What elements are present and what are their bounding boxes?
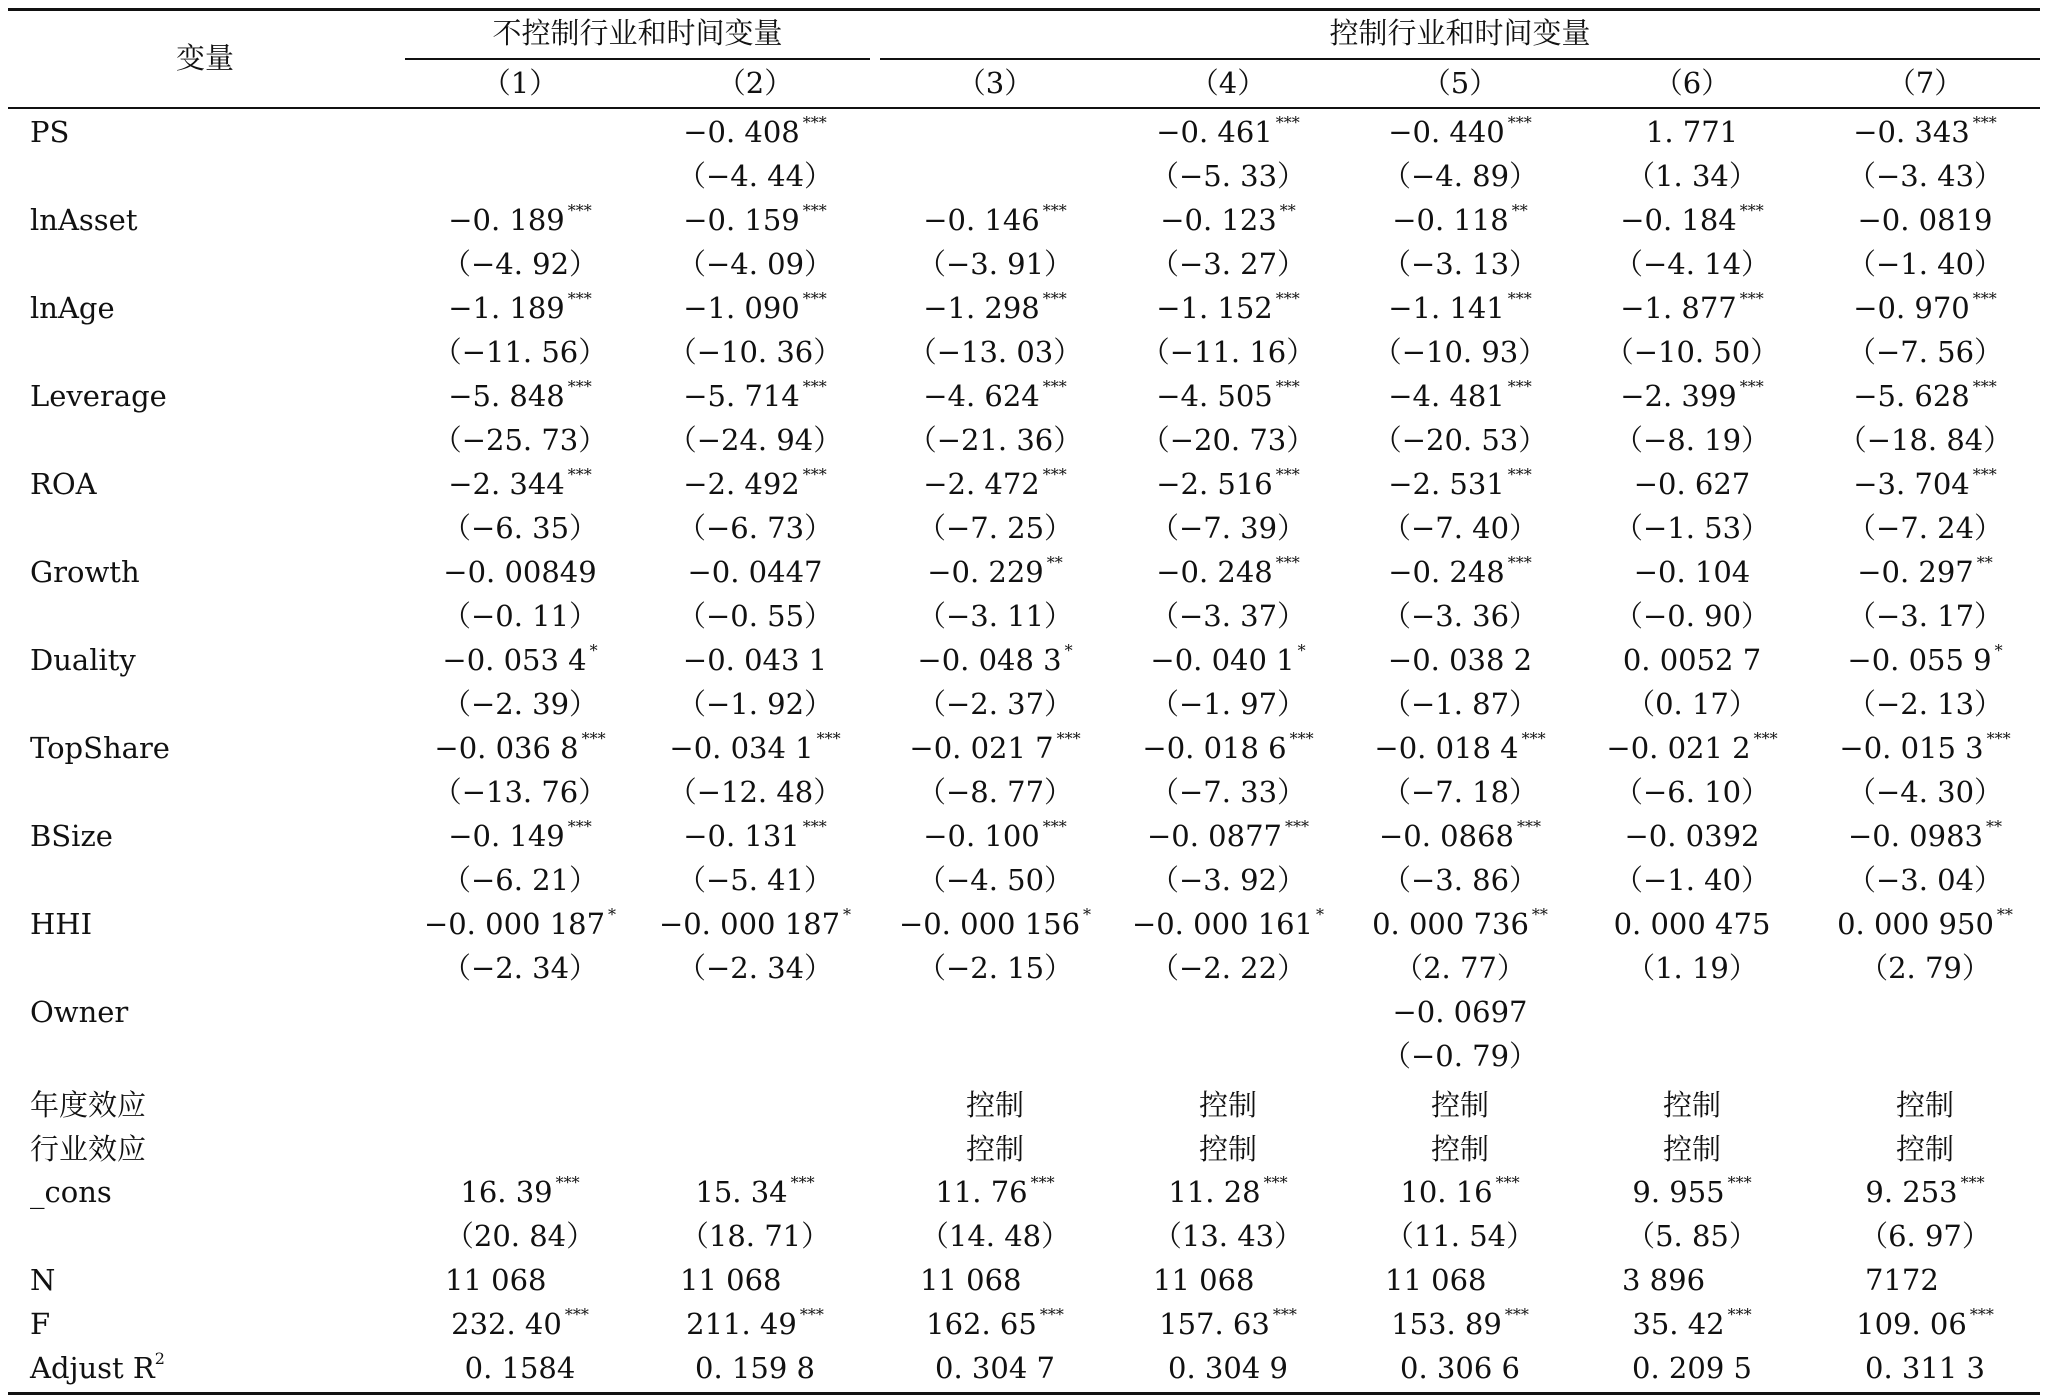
row-label-n: N — [30, 1263, 56, 1297]
significance-stars: *** — [567, 377, 592, 396]
tstat-cell: （−21. 36） — [907, 423, 1083, 457]
coef-cell: −0. 159 *** — [683, 201, 827, 237]
coef-cell: −5. 628 *** — [1853, 377, 1997, 413]
coef-cell: −4. 505 *** — [1156, 377, 1300, 413]
significance-stars: * — [1083, 905, 1092, 924]
effect-cell: 控制 — [1430, 1132, 1489, 1166]
effect-cell: 控制 — [1662, 1088, 1721, 1122]
group1-underline — [405, 58, 870, 60]
tstat-cell: （−4. 89） — [1381, 159, 1539, 193]
n-cell: 7172 — [1865, 1263, 1939, 1297]
coef-cell: 9. 955 *** — [1632, 1173, 1752, 1209]
row-label-lnage: lnAge — [30, 291, 115, 325]
tstat-cell: （−7. 56） — [1846, 335, 2004, 369]
significance-stars: *** — [802, 377, 827, 396]
coef-cell: 11. 28 *** — [1168, 1173, 1288, 1209]
row-label-owner: Owner — [30, 995, 129, 1029]
group2-underline — [880, 58, 2040, 60]
row-label-leverage: Leverage — [30, 379, 167, 413]
coef-cell: −0. 627 — [1633, 467, 1751, 501]
coef-cell: −0. 015 3 *** — [1839, 729, 2011, 765]
coef-cell: −0. 000 161 * — [1131, 905, 1325, 941]
tstat-cell: （−6. 10） — [1613, 775, 1771, 809]
coef-cell: −5. 714 *** — [683, 377, 827, 413]
coef-cell: 15. 34 *** — [695, 1173, 815, 1209]
effect-label: 年度效应 — [30, 1088, 147, 1122]
tstat-cell: （−1. 40） — [1846, 247, 2004, 281]
coef-cell: −4. 624 *** — [923, 377, 1067, 413]
tstat-cell: （−2. 15） — [916, 951, 1074, 985]
coef-cell: −0. 146 *** — [923, 201, 1067, 237]
column-header-3: （3） — [956, 66, 1034, 100]
coef-cell: −3. 704 *** — [1853, 465, 1997, 501]
tstat-cell: （2. 77） — [1394, 951, 1526, 985]
tstat-cell: （−3. 92） — [1149, 863, 1307, 897]
significance-stars: ** — [1996, 905, 2013, 924]
coef-cell: −0. 0447 — [687, 555, 823, 589]
tstat-cell: （−0. 90） — [1613, 599, 1771, 633]
coef-cell: 9. 253 *** — [1865, 1173, 1985, 1209]
tstat-cell: （1. 34） — [1626, 159, 1758, 193]
coef-cell: −0. 248 *** — [1156, 553, 1300, 589]
column-header-6: （6） — [1653, 66, 1731, 100]
coef-cell: 10. 16 *** — [1400, 1173, 1520, 1209]
coef-cell: −0. 036 8 *** — [434, 729, 606, 765]
r2-cell: 0. 306 6 — [1400, 1351, 1520, 1385]
tstat-cell: （20. 84） — [444, 1219, 596, 1253]
effect-cell: 控制 — [1895, 1132, 1954, 1166]
coef-cell: −0. 018 4 *** — [1374, 729, 1546, 765]
coef-cell: −0. 229 ** — [927, 553, 1063, 589]
coef-cell: −0. 123 ** — [1160, 201, 1296, 237]
tstat-cell: （−0. 55） — [676, 599, 834, 633]
row-label-hhi: HHI — [30, 907, 93, 941]
tstat-cell: （11. 54） — [1384, 1219, 1536, 1253]
tstat-cell: （−4. 92） — [441, 247, 599, 281]
column-header-7: （7） — [1886, 66, 1964, 100]
tstat-cell: （−2. 13） — [1846, 687, 2004, 721]
significance-stars: * — [1316, 905, 1325, 924]
r2-cell: 0. 304 9 — [1168, 1351, 1288, 1385]
bottom-rule — [8, 1392, 2040, 1395]
significance-stars: *** — [1507, 289, 1532, 308]
tstat-cell: （−24. 94） — [667, 423, 843, 457]
significance-stars: *** — [1275, 289, 1300, 308]
significance-stars: * — [608, 905, 617, 924]
tstat-cell: （−3. 11） — [916, 599, 1074, 633]
effect-cell: 控制 — [1430, 1088, 1489, 1122]
n-cell: 11 068 — [445, 1263, 547, 1297]
row-label-lnasset: lnAsset — [30, 203, 138, 237]
coef-cell: −0. 184 *** — [1620, 201, 1764, 237]
coef-cell: −1. 090 *** — [683, 289, 827, 325]
significance-stars: *** — [1739, 201, 1764, 220]
significance-stars: *** — [1504, 1305, 1529, 1324]
significance-stars: *** — [1042, 465, 1067, 484]
significance-stars: *** — [567, 289, 592, 308]
significance-stars: *** — [1739, 377, 1764, 396]
significance-stars: *** — [1517, 817, 1541, 836]
tstat-cell: （13. 43） — [1152, 1219, 1304, 1253]
coef-cell: −0. 104 — [1633, 555, 1751, 589]
coef-cell: −0. 0868 *** — [1379, 817, 1541, 853]
tstat-cell: （6. 97） — [1859, 1219, 1991, 1253]
tstat-cell: （−3. 17） — [1846, 599, 2004, 633]
coef-cell: −1. 298 *** — [923, 289, 1067, 325]
coef-cell: −0. 021 7 *** — [909, 729, 1081, 765]
tstat-cell: （−10. 50） — [1604, 335, 1780, 369]
coef-cell: −5. 848 *** — [448, 377, 592, 413]
n-cell: 11 068 — [1385, 1263, 1487, 1297]
column-header-2: （2） — [716, 66, 794, 100]
n-cell: 3 896 — [1622, 1263, 1706, 1297]
tstat-cell: （−7. 24） — [1846, 511, 2004, 545]
significance-stars: * — [1064, 641, 1073, 660]
coef-cell: 0. 000 736 ** — [1372, 905, 1548, 941]
tstat-cell: （−4. 14） — [1613, 247, 1771, 281]
tstat-cell: （−3. 13） — [1381, 247, 1539, 281]
significance-stars: ** — [1279, 201, 1296, 220]
significance-stars: * — [1297, 641, 1306, 660]
coef-cell: −0. 000 156 * — [898, 905, 1092, 941]
tstat-cell: （−7. 39） — [1149, 511, 1307, 545]
coef-cell: 16. 39 *** — [460, 1173, 580, 1209]
coef-cell: −1. 152 *** — [1156, 289, 1300, 325]
coef-cell: −0. 189 *** — [448, 201, 592, 237]
row-label-topshare: TopShare — [30, 731, 170, 765]
significance-stars: *** — [802, 465, 827, 484]
coef-cell: 0. 0052 7 — [1622, 643, 1762, 677]
significance-stars: *** — [1727, 1305, 1752, 1324]
tstat-cell: （18. 71） — [679, 1219, 831, 1253]
tstat-cell: （−20. 53） — [1372, 423, 1548, 457]
coef-cell: −0. 018 6 *** — [1142, 729, 1314, 765]
tstat-cell: （−13. 03） — [907, 335, 1083, 369]
row-label-bsize: BSize — [30, 819, 113, 853]
significance-stars: *** — [1507, 465, 1532, 484]
tstat-cell: （−5. 33） — [1149, 159, 1307, 193]
significance-stars: *** — [1263, 1173, 1288, 1192]
significance-stars: *** — [1275, 377, 1300, 396]
column-header-1: （1） — [481, 66, 559, 100]
tstat-cell: （−2. 34） — [441, 951, 599, 985]
significance-stars: *** — [1039, 1305, 1064, 1324]
tstat-cell: （−11. 56） — [432, 335, 608, 369]
significance-stars: *** — [816, 729, 841, 748]
significance-stars: *** — [1960, 1173, 1985, 1192]
column-header-4: （4） — [1189, 66, 1267, 100]
significance-stars: ** — [1511, 201, 1528, 220]
tstat-cell: （−3. 37） — [1149, 599, 1307, 633]
f-cell: 35. 42 *** — [1632, 1305, 1752, 1341]
coef-cell: −0. 048 3 * — [917, 641, 1073, 677]
coef-cell: −0. 0697 — [1392, 995, 1528, 1029]
coef-cell: −0. 297 ** — [1857, 553, 1993, 589]
effect-cell: 控制 — [1198, 1132, 1257, 1166]
coef-cell: −0. 343 *** — [1853, 113, 1997, 149]
coef-cell: −4. 481 *** — [1388, 377, 1532, 413]
significance-stars: *** — [1972, 289, 1997, 308]
variable-header: 变量 — [175, 41, 234, 75]
effect-cell: 控制 — [1662, 1132, 1721, 1166]
tstat-cell: （−5. 41） — [676, 863, 834, 897]
significance-stars: *** — [1972, 377, 1997, 396]
tstat-cell: （0. 17） — [1626, 687, 1758, 721]
significance-stars: *** — [1042, 377, 1067, 396]
n-cell: 11 068 — [920, 1263, 1022, 1297]
coef-cell: −0. 055 9 * — [1847, 641, 2003, 677]
row-label-cons: _cons — [30, 1175, 112, 1209]
coef-cell: −0. 038 2 — [1387, 643, 1533, 677]
n-cell: 11 068 — [1153, 1263, 1255, 1297]
tstat-cell: （−8. 77） — [916, 775, 1074, 809]
tstat-cell: （1. 19） — [1626, 951, 1758, 985]
coef-cell: −0. 0392 — [1624, 819, 1760, 853]
significance-stars: *** — [1275, 553, 1300, 572]
tstat-cell: （−6. 21） — [441, 863, 599, 897]
coef-cell: −0. 021 2 *** — [1606, 729, 1778, 765]
tstat-cell: （−1. 40） — [1613, 863, 1771, 897]
tstat-cell: （−3. 27） — [1149, 247, 1307, 281]
coef-cell: −0. 118 ** — [1392, 201, 1528, 237]
coef-cell: −0. 0819 — [1857, 203, 1993, 237]
coef-cell: 11. 76 *** — [935, 1173, 1055, 1209]
tstat-cell: （−1. 87） — [1381, 687, 1539, 721]
r2-cell: 0. 304 7 — [935, 1351, 1055, 1385]
significance-stars: *** — [1272, 1305, 1297, 1324]
significance-stars: * — [843, 905, 852, 924]
significance-stars: *** — [1753, 729, 1778, 748]
significance-stars: *** — [802, 113, 827, 132]
significance-stars: *** — [1507, 553, 1532, 572]
tstat-cell: （−10. 93） — [1372, 335, 1548, 369]
tstat-cell: （−7. 18） — [1381, 775, 1539, 809]
tstat-cell: （−11. 16） — [1140, 335, 1316, 369]
tstat-cell: （−25. 73） — [432, 423, 608, 457]
tstat-cell: （5. 85） — [1626, 1219, 1758, 1253]
r2-cell: 0. 209 5 — [1632, 1351, 1752, 1385]
significance-stars: ** — [1976, 553, 1993, 572]
row-label-adjust-r2: Adjust $R^2$ — [30, 1349, 165, 1385]
tstat-cell: （−4. 09） — [676, 247, 834, 281]
tstat-cell: （−3. 91） — [916, 247, 1074, 281]
significance-stars: *** — [1507, 377, 1532, 396]
tstat-cell: （−0. 79） — [1381, 1039, 1539, 1073]
coef-cell: −0. 000 187 * — [658, 905, 852, 941]
tstat-cell: （−8. 19） — [1613, 423, 1771, 457]
significance-stars: *** — [581, 729, 606, 748]
coef-cell: −0. 034 1 *** — [669, 729, 841, 765]
tstat-cell: （−3. 36） — [1381, 599, 1539, 633]
tstat-cell: （−6. 73） — [676, 511, 834, 545]
row-label-ps: PS — [30, 115, 70, 149]
significance-stars: *** — [567, 465, 592, 484]
significance-stars: *** — [1056, 729, 1081, 748]
coef-cell: −1. 141 *** — [1388, 289, 1532, 325]
coef-cell: −2. 399 *** — [1620, 377, 1764, 413]
tstat-cell: （−2. 37） — [916, 687, 1074, 721]
significance-stars: *** — [1521, 729, 1546, 748]
coef-cell: −0. 461 *** — [1156, 113, 1300, 149]
significance-stars: *** — [1285, 817, 1309, 836]
effect-label: 行业效应 — [30, 1132, 147, 1166]
tstat-cell: （−3. 43） — [1846, 159, 2004, 193]
row-label-duality: Duality — [30, 643, 136, 677]
significance-stars: *** — [790, 1173, 815, 1192]
f-cell: 211. 49 *** — [686, 1305, 824, 1341]
significance-stars: * — [1994, 641, 2003, 660]
column-header-5: （5） — [1421, 66, 1499, 100]
row-label-roa: ROA — [30, 467, 97, 501]
f-cell: 153. 89 *** — [1391, 1305, 1529, 1341]
significance-stars: ** — [1531, 905, 1548, 924]
tstat-cell: （2. 79） — [1859, 951, 1991, 985]
f-cell: 157. 63 *** — [1159, 1305, 1297, 1341]
coef-cell: −0. 248 *** — [1388, 553, 1532, 589]
f-cell: 109. 06 *** — [1856, 1305, 1994, 1341]
significance-stars: *** — [1972, 465, 1997, 484]
significance-stars: *** — [802, 201, 827, 220]
tstat-cell: （−2. 34） — [676, 951, 834, 985]
coef-cell: −0. 970 *** — [1853, 289, 1997, 325]
significance-stars: *** — [1030, 1173, 1055, 1192]
significance-stars: *** — [1275, 113, 1300, 132]
tstat-cell: （−12. 48） — [667, 775, 843, 809]
f-cell: 162. 65 *** — [926, 1305, 1064, 1341]
tstat-cell: （−4. 30） — [1846, 775, 2004, 809]
coef-cell: −1. 189 *** — [448, 289, 592, 325]
significance-stars: *** — [802, 817, 827, 836]
tstat-cell: （−18. 84） — [1837, 423, 2013, 457]
coef-cell: 0. 000 950 ** — [1837, 905, 2013, 941]
tstat-cell: （−0. 11） — [441, 599, 599, 633]
significance-stars: *** — [1986, 729, 2011, 748]
tstat-cell: （14. 48） — [919, 1219, 1071, 1253]
significance-stars: *** — [1972, 113, 1997, 132]
coef-cell: 1. 771 — [1645, 115, 1739, 149]
tstat-cell: （−3. 04） — [1846, 863, 2004, 897]
effect-cell: 控制 — [1895, 1088, 1954, 1122]
r2-cell: 0. 1584 — [464, 1351, 576, 1385]
tstat-cell: （−7. 40） — [1381, 511, 1539, 545]
coef-cell: −2. 492 *** — [683, 465, 827, 501]
significance-stars: *** — [1727, 1173, 1752, 1192]
coef-cell: −0. 0983 ** — [1848, 817, 2002, 853]
header-rule — [8, 107, 2040, 109]
f-cell: 232. 40 *** — [451, 1305, 589, 1341]
coef-cell: −0. 043 1 — [682, 643, 828, 677]
tstat-cell: （−4. 50） — [916, 863, 1074, 897]
tstat-cell: （−1. 53） — [1613, 511, 1771, 545]
coef-cell: −1. 877 *** — [1620, 289, 1764, 325]
tstat-cell: （−3. 86） — [1381, 863, 1539, 897]
tstat-cell: （−2. 39） — [441, 687, 599, 721]
coef-cell: −0. 440 *** — [1388, 113, 1532, 149]
significance-stars: *** — [1495, 1173, 1520, 1192]
significance-stars: *** — [567, 201, 592, 220]
tstat-cell: （−1. 97） — [1149, 687, 1307, 721]
coef-cell: −0. 000 187 * — [423, 905, 617, 941]
top-rule — [8, 8, 2040, 11]
significance-stars: *** — [1969, 1305, 1994, 1324]
r2-cell: 0. 159 8 — [695, 1351, 815, 1385]
coef-cell: −0. 131 *** — [683, 817, 827, 853]
tstat-cell: （−2. 22） — [1149, 951, 1307, 985]
group1-header: 不控制行业和时间变量 — [492, 16, 783, 50]
coef-cell: 0. 000 475 — [1613, 907, 1771, 941]
tstat-cell: （−7. 25） — [916, 511, 1074, 545]
significance-stars: *** — [567, 817, 592, 836]
significance-stars: *** — [1042, 201, 1067, 220]
effect-cell: 控制 — [965, 1088, 1024, 1122]
tstat-cell: （−13. 76） — [432, 775, 608, 809]
significance-stars: *** — [1042, 289, 1067, 308]
coef-cell: −0. 100 *** — [923, 817, 1067, 853]
coef-cell: −2. 516 *** — [1156, 465, 1300, 501]
significance-stars: *** — [1739, 289, 1764, 308]
significance-stars: *** — [555, 1173, 580, 1192]
coef-cell: −0. 040 1 * — [1150, 641, 1306, 677]
n-cell: 11 068 — [680, 1263, 782, 1297]
coef-cell: −0. 0877 *** — [1147, 817, 1309, 853]
significance-stars: *** — [1275, 465, 1300, 484]
tstat-cell: （−6. 35） — [441, 511, 599, 545]
tstat-cell: （−7. 33） — [1149, 775, 1307, 809]
coef-cell: −0. 00849 — [443, 555, 597, 589]
significance-stars: * — [589, 641, 598, 660]
tstat-cell: （−4. 44） — [676, 159, 834, 193]
coef-cell: −0. 149 *** — [448, 817, 592, 853]
significance-stars: *** — [1289, 729, 1314, 748]
effect-cell: 控制 — [1198, 1088, 1257, 1122]
row-label-f: F — [30, 1307, 51, 1341]
effect-cell: 控制 — [965, 1132, 1024, 1166]
significance-stars: ** — [1046, 553, 1063, 572]
significance-stars: *** — [802, 289, 827, 308]
coef-cell: −2. 531 *** — [1388, 465, 1532, 501]
significance-stars: *** — [1042, 817, 1067, 836]
coef-cell: −0. 408 *** — [683, 113, 827, 149]
coef-cell: −2. 472 *** — [923, 465, 1067, 501]
significance-stars: ** — [1986, 817, 2002, 836]
significance-stars: *** — [799, 1305, 824, 1324]
significance-stars: *** — [1507, 113, 1532, 132]
r2-cell: 0. 311 3 — [1865, 1351, 1985, 1385]
tstat-cell: （−1. 92） — [676, 687, 834, 721]
row-label-growth: Growth — [30, 555, 140, 589]
significance-stars: *** — [564, 1305, 589, 1324]
coef-cell: −0. 053 4 * — [442, 641, 598, 677]
tstat-cell: （−20. 73） — [1140, 423, 1316, 457]
tstat-cell: （−10. 36） — [667, 335, 843, 369]
group2-header: 控制行业和时间变量 — [1329, 16, 1591, 50]
coef-cell: −2. 344 *** — [448, 465, 592, 501]
